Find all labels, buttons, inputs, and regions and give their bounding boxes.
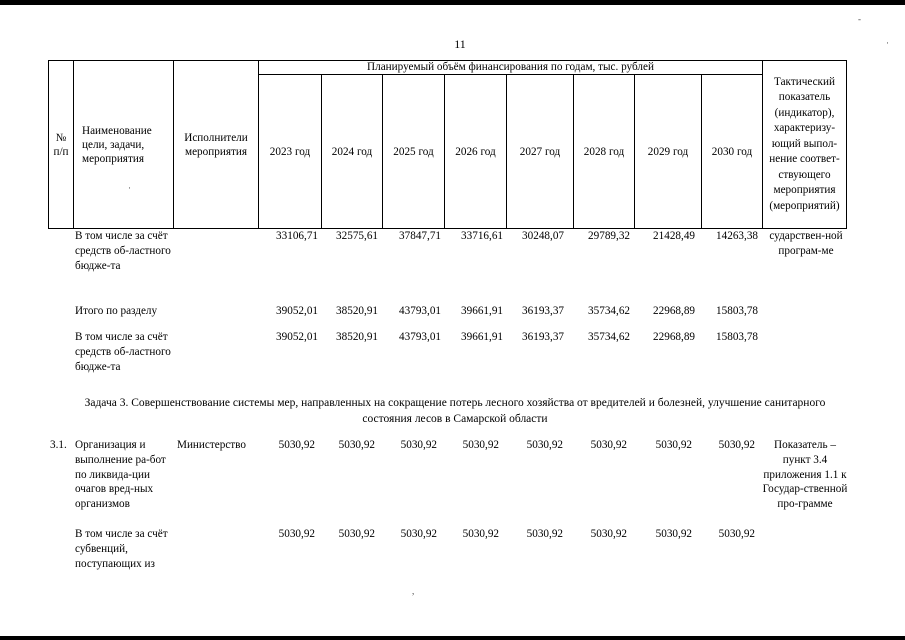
- row-value: 5030,92: [278, 439, 315, 451]
- row-value: 5030,92: [526, 439, 563, 451]
- row-value: 21428,49: [653, 230, 695, 242]
- row-value: 5030,92: [718, 528, 755, 540]
- row-value: 43793,01: [399, 331, 441, 343]
- row-value: 5030,92: [590, 439, 627, 451]
- row-value: 15803,78: [716, 331, 758, 343]
- task-heading: Задача 3. Совершенствование системы мер, направленных на сокращение потерь лесного хозяйства от вредителей и болезней, улучшение санитарного состояния лесов в Самарской области: [84, 397, 826, 425]
- row-value: 32575,61: [336, 230, 378, 242]
- header-year: 2025 год: [383, 75, 445, 229]
- row-value: 39052,01: [276, 305, 318, 317]
- header-year: 2023 год: [259, 75, 322, 229]
- header-year: 2030 год: [702, 75, 763, 229]
- header-name: Наименование цели, задачи, мероприятия: [74, 61, 174, 229]
- row-value: 39661,91: [461, 305, 503, 317]
- page-number: 11: [454, 37, 466, 51]
- header-year: 2027 год: [507, 75, 574, 229]
- row-name: В том числе за счёт субвенций, поступающих из: [75, 528, 168, 570]
- header-funding: Планируемый объём финансирования по годам, тыс. рублей: [259, 61, 763, 75]
- row-value: 38520,91: [336, 305, 378, 317]
- row-number: 3.1.: [50, 439, 67, 451]
- row-value: 30248,07: [522, 230, 564, 242]
- row-value: 5030,92: [400, 528, 437, 540]
- row-value: 5030,92: [462, 528, 499, 540]
- scan-speck: ,: [412, 586, 415, 596]
- row-value: 5030,92: [338, 439, 375, 451]
- row-value: 5030,92: [655, 528, 692, 540]
- row-value: 35734,62: [588, 305, 630, 317]
- row-value: 5030,92: [400, 439, 437, 451]
- header-executors: Исполнители мероприятия: [174, 61, 259, 229]
- row-value: 5030,92: [278, 528, 315, 540]
- header-year: 2029 год: [635, 75, 702, 229]
- row-value: 5030,92: [526, 528, 563, 540]
- row-executor: Министерство: [177, 439, 246, 451]
- row-value: 33106,71: [276, 230, 318, 242]
- row-value: 5030,92: [718, 439, 755, 451]
- header-indicator: Тактический показатель (индикатор), характеризу-ющий выпол-нение соответ-ствующего мероприятия (мероприятий): [763, 61, 847, 229]
- row-value: 22968,89: [653, 331, 695, 343]
- header-number: № п/п: [49, 61, 74, 229]
- row-value: 29789,32: [588, 230, 630, 242]
- scan-speck: -: [858, 14, 861, 24]
- row-name: В том числе за счёт средств об-ластного бюдже-та: [75, 331, 171, 373]
- row-name: Организация и выполнение ра-бот по ликвида-ции очагов вред-ных организмов: [75, 439, 166, 511]
- row-value: 39661,91: [461, 331, 503, 343]
- row-value: 5030,92: [338, 528, 375, 540]
- row-value: 39052,01: [276, 331, 318, 343]
- row-value: 35734,62: [588, 331, 630, 343]
- row-value: 22968,89: [653, 305, 695, 317]
- row-value: 38520,91: [336, 331, 378, 343]
- row-value: 14263,38: [716, 230, 758, 242]
- row-value: 15803,78: [716, 305, 758, 317]
- header-year: 2028 год: [574, 75, 635, 229]
- header-year: 2024 год: [322, 75, 383, 229]
- row-name: Итого по разделу: [75, 305, 158, 317]
- row-value: 5030,92: [462, 439, 499, 451]
- row-value: 33716,61: [461, 230, 503, 242]
- scan-speck: ·: [886, 38, 889, 48]
- page-bottom-border: [0, 636, 905, 640]
- row-value: 36193,37: [522, 331, 564, 343]
- row-value: 37847,71: [399, 230, 441, 242]
- row-value: 36193,37: [522, 305, 564, 317]
- row-name: В том числе за счёт средств об-ластного бюдже-та: [75, 230, 171, 272]
- scan-speck: ·: [128, 183, 131, 193]
- header-year: 2026 год: [445, 75, 507, 229]
- row-value: 43793,01: [399, 305, 441, 317]
- row-indicator: сударствен-ной програм-ме: [769, 230, 843, 257]
- row-value: 5030,92: [590, 528, 627, 540]
- row-value: 5030,92: [655, 439, 692, 451]
- row-indicator: Показатель – пункт 3.4 приложения 1.1 к Государ-ственной про-грамме: [762, 439, 848, 511]
